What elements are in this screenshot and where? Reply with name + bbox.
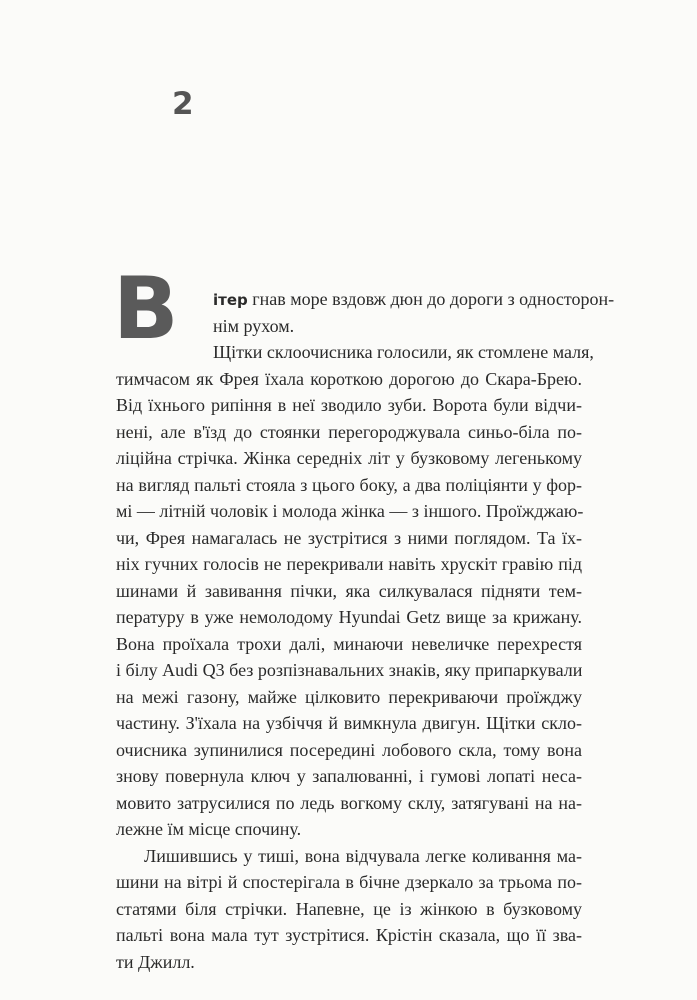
line-text: ніх гучних голосів не перекривали навіть хрускіт гравію під [116,554,582,574]
line-text: шинами й завивання пічки, яка силкувалася підняти тем- [116,580,582,601]
line-text: ліційна стрічка. Жінка середніх літ у бузковому легенькому [116,448,582,468]
line-text: ти Джилл. [116,951,195,972]
text-line [213,339,594,366]
text-line [116,472,582,499]
text-line [116,366,582,393]
text-line [213,286,615,313]
line-text: пературу в уже немолодому Hyundai Getz вище за крижану. [116,607,582,627]
text-line [116,949,582,976]
line-text: нені, але в'їзд до стоянки перегороджувала синьо-біла по- [116,421,582,442]
text-line [116,896,582,923]
text-line [116,737,582,764]
text-line [144,843,582,870]
line-text: Лишившись у тиші, вона відчувала легке коливання ма- [144,845,582,866]
text-line [116,922,582,949]
line-text: Від їхнього рипіння в неї зводило зуби. Ворота були відчи- [116,395,582,415]
text-line [116,578,582,605]
line-text: тимчасом як Фрея їхала короткою дорогою до Скара-Брею. [116,368,582,389]
line-text: мі — літній чоловік і молода жінка — з іншого. Проїжджаю- [116,501,584,521]
text-line [116,684,582,711]
line-text: Вона проїхала трохи далі, минаючи невеличке перехрестя [116,633,582,654]
text-line [116,790,582,817]
line-text: знову повернула ключ у запалюванні, і гумові лопаті неса- [116,766,582,786]
first-word-bold: ітер [213,291,248,309]
text-line [116,763,582,790]
line-text: Щітки склоочисника голосили, як стомлене маля, [213,342,594,362]
text-line [116,551,582,578]
line-text: чи, Фрея намагалась не зустрітися з ними поглядом. Та їх- [116,527,582,548]
line-text: на межі газону, майже цілковито перекриваючи проїжджу [116,686,582,707]
text-line [116,419,582,446]
text-line [116,498,582,525]
text-line [116,445,582,472]
line-text: і білу Audi Q3 без розпізнавальних знаків, яку припаркували [116,660,583,680]
drop-cap: В [113,259,179,359]
line-text: гнав море вздовж дюн до дороги з односторон- [247,289,615,309]
text-line [116,525,582,552]
text-line [116,710,582,737]
line-text: шини на вітрі й спостерігала в бічне дзеркало за трьома по- [116,872,582,892]
text-line [213,313,582,340]
line-text: статями біля стрічки. Напевне, це із жінкою в бузковому [116,898,582,919]
line-text: лежне їм місце спочину. [116,819,302,839]
line-text: частину. З'їхала на узбіччя й вимкнула двигун. Щітки скло- [116,713,582,733]
line-text: мовито затрусилися по ледь вогкому склу, затягувані на на- [116,792,582,813]
text-line [116,657,582,684]
text-line [116,604,582,631]
line-text: на вигляд пальті стояла з цього боку, а два поліціянти у фор- [116,474,582,495]
chapter-body-text [116,286,615,975]
line-text: очисника зупинилися посередині лобового скла, тому вона [116,739,582,760]
chapter-number: 2 [172,86,194,122]
text-line [116,392,582,419]
text-line [116,869,582,896]
line-text: нім рухом. [213,315,295,336]
text-line [116,631,582,658]
text-line [116,816,582,843]
line-text: пальті вона мала тут зустрітися. Крістін сказала, що її зва- [116,925,582,945]
